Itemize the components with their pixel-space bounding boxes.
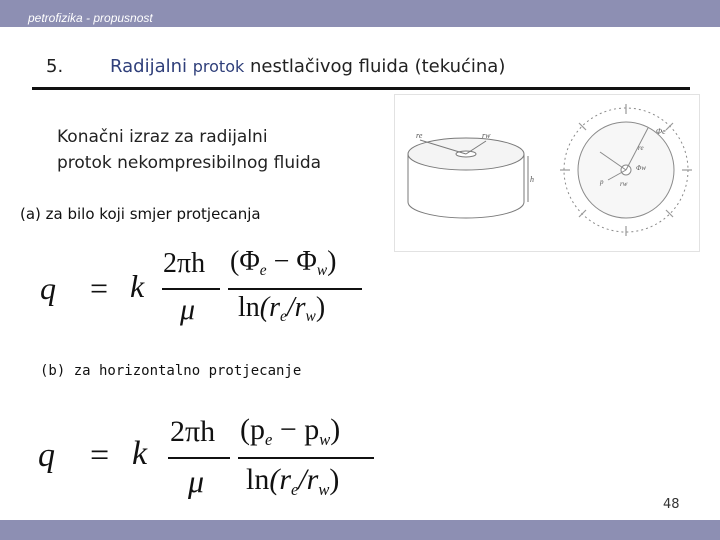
eq-b-fraction-line-1 <box>168 457 230 459</box>
cyl-label-re: re <box>416 131 423 140</box>
page-number: 48 <box>663 497 680 512</box>
radial-flow-figure <box>394 94 700 252</box>
eq-b-num2: (pe − pw) <box>240 413 341 449</box>
eq-b-den2: ln(re/rw) <box>246 463 340 499</box>
eq-a-fraction-line-2 <box>228 288 362 290</box>
title-part-2: protok <box>192 57 245 76</box>
cyl-label-rw: rw <box>482 131 491 140</box>
subtitle-line-2: protok nekompresibilnog fluida <box>57 153 322 173</box>
eq-a-q: q <box>40 270 56 306</box>
eq-b-k: k <box>132 435 148 472</box>
slide-title <box>110 56 505 77</box>
eq-b-den1: μ <box>188 463 205 499</box>
case-a-label: (a) za bilo koji smjer protjecanja <box>20 205 261 223</box>
equation-b <box>0 405 390 515</box>
eq-a-den1: μ <box>180 293 196 326</box>
subtitle-line-1: Konačni izraz za radijalni <box>57 127 268 147</box>
header-bar <box>0 0 720 27</box>
slide-number: 5. <box>46 56 64 77</box>
plan-label-p: p <box>600 178 604 186</box>
subtitle <box>57 124 321 176</box>
eq-a-equals: = <box>90 270 109 306</box>
equation-a <box>0 240 380 340</box>
case-b-label: (b) za horizontalno protjecanje <box>40 363 302 379</box>
eq-a-num1: 2πh <box>163 248 206 279</box>
eq-b-fraction-line-2 <box>238 457 374 459</box>
course-title: petrofizika - propusnost <box>28 11 153 25</box>
plan-label-phie: Φe <box>656 127 666 136</box>
cyl-label-h: h <box>530 175 534 184</box>
eq-a-fraction-line-1 <box>162 288 220 290</box>
eq-a-num2: (Φe − Φw) <box>230 246 337 280</box>
eq-a-k: k <box>130 268 145 304</box>
plan-label-phiw: Φw <box>636 164 646 172</box>
eq-a-den2: ln(re/rw) <box>238 292 326 326</box>
plan-view-diagram <box>560 104 692 236</box>
eq-b-q: q <box>38 437 55 474</box>
plan-label-re: re <box>638 144 644 152</box>
eq-b-num1: 2πh <box>170 415 216 448</box>
title-part-1: Radijalni <box>110 56 188 77</box>
plan-label-rw: rw <box>620 180 628 188</box>
eq-b-equals: = <box>90 437 110 474</box>
footer-bar <box>0 520 720 540</box>
title-part-3: nestlačivog fluida (tekućina) <box>249 56 506 77</box>
title-divider <box>32 87 690 90</box>
